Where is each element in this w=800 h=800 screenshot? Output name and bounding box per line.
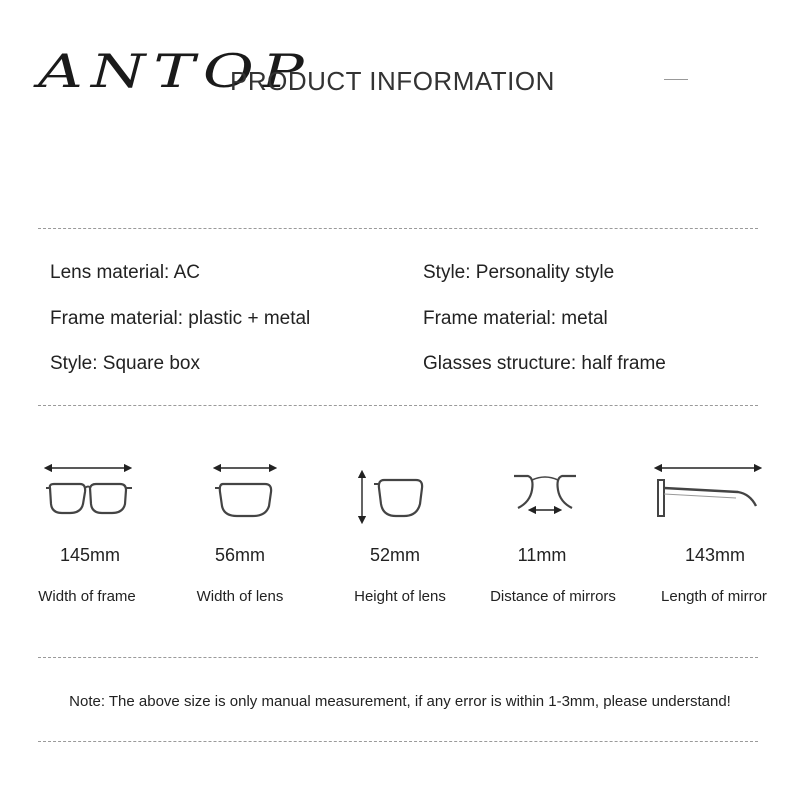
spec-glasses-structure: Glasses structure: half frame [423,353,666,374]
spec-frame-material-1: Frame material: plastic + metal [50,308,311,329]
divider-lower [38,657,758,658]
divider-top [38,228,758,229]
lens-width-value: 56mm [214,545,265,565]
divider-bottom [38,741,758,742]
frame-width-icon [40,458,140,528]
header-dash-decoration [664,79,688,80]
temple-length-label: Length of mirror [661,588,767,605]
brand-logo: ANTOP [38,44,312,98]
lens-width-icon [205,458,285,528]
temple-length-value: 143mm [684,545,746,565]
frame-width-label: Width of frame [38,588,136,605]
measurement-note: Note: The above size is only manual measurement, if any error is within 1-3mm, please understand! [69,693,731,710]
spec-lens-material: Lens material: AC [50,262,200,283]
bridge-distance-icon [510,468,580,528]
lens-height-value: 52mm [369,545,420,565]
divider-middle [38,405,758,406]
lens-height-label: Height of lens [354,588,446,605]
spec-style-square: Style: Square box [50,353,200,374]
spec-frame-material-2: Frame material: metal [423,308,608,329]
frame-width-value: 145mm [59,545,121,565]
page-title: PRODUCT INFORMATION [230,66,555,96]
spec-style-personality: Style: Personality style [423,262,615,283]
bridge-distance-value: 11mm [517,545,567,565]
temple-length-icon [652,458,764,528]
bridge-distance-label: Distance of mirrors [490,588,616,605]
lens-width-label: Width of lens [196,588,284,605]
lens-height-icon [352,468,432,528]
